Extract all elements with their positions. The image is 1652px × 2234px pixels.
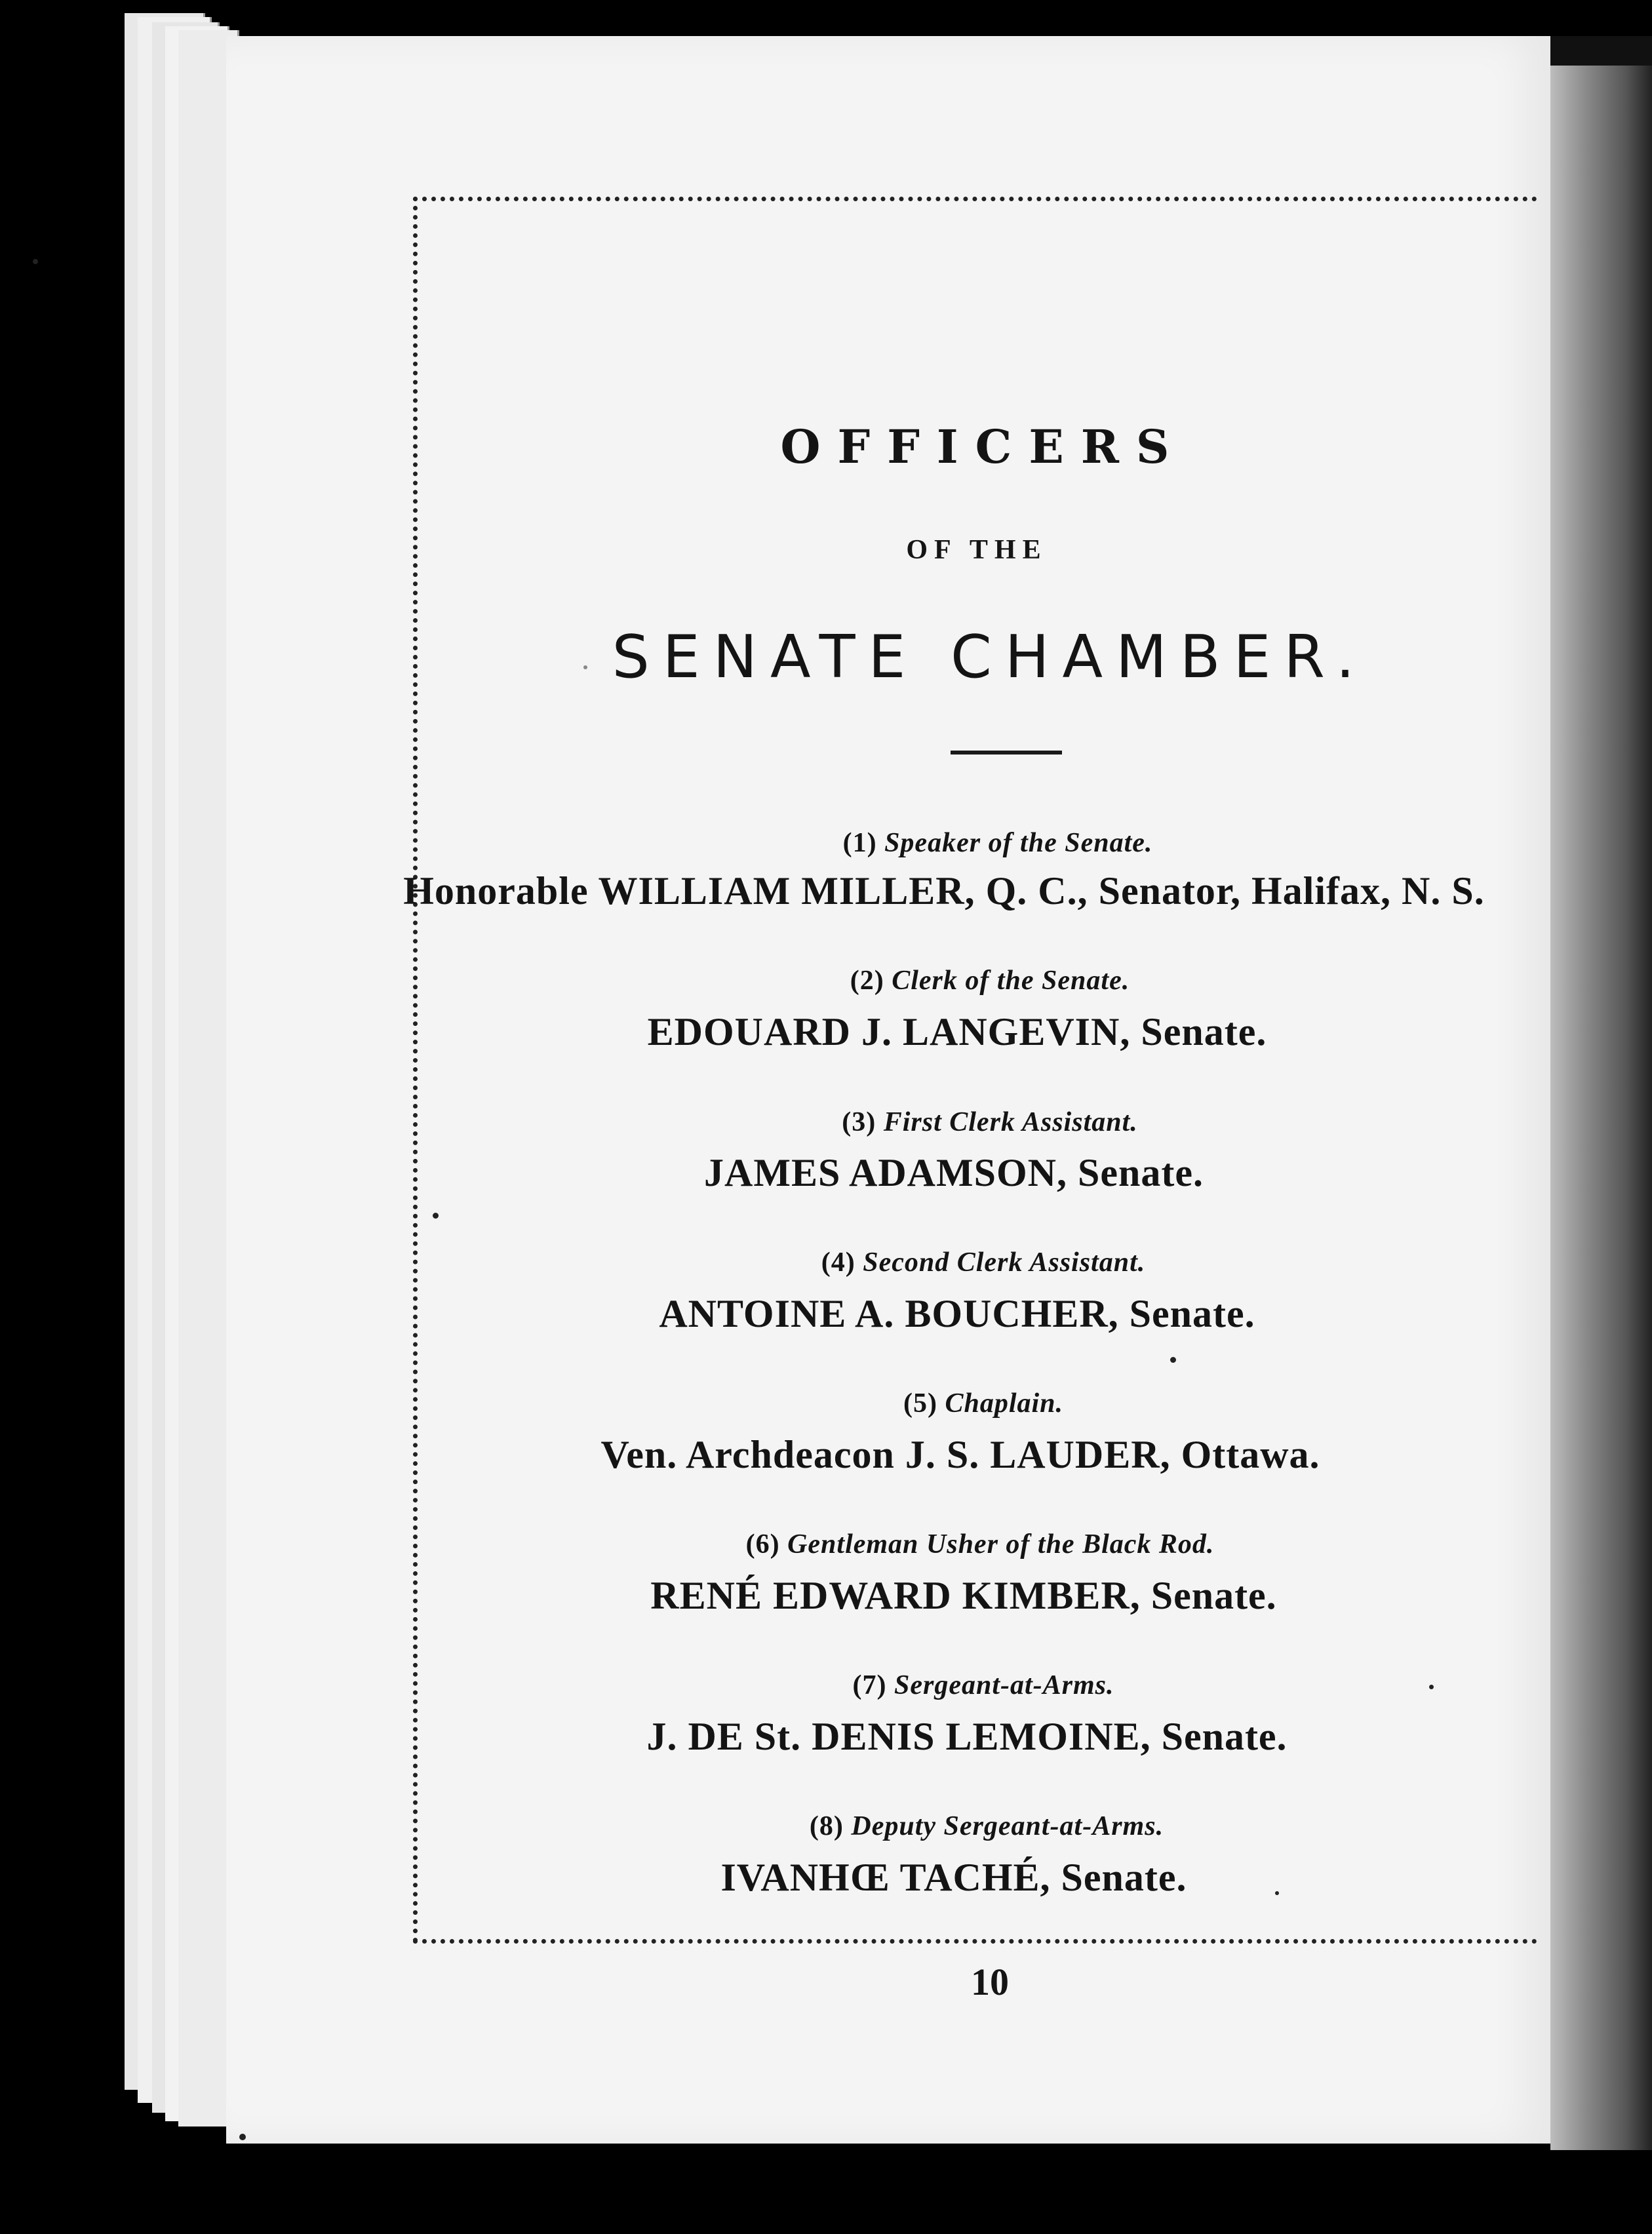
- officer-role-label: Clerk of the Senate.: [892, 966, 1130, 996]
- officer-number: (6): [745, 1529, 780, 1559]
- officer-name: ANTOINE A. BOUCHER, Senate.: [659, 1292, 1255, 1335]
- scan-speck: [1275, 1891, 1279, 1895]
- officer-role: [403, 1811, 1570, 1842]
- officer-role: [414, 827, 1581, 859]
- officer-role-label: Chaplain.: [945, 1388, 1064, 1419]
- officer-role: [400, 1388, 1567, 1419]
- subheading-of-the: OF THE: [906, 535, 1048, 565]
- officer-role: [406, 965, 1573, 996]
- officer-number: (4): [821, 1247, 856, 1278]
- scan-speck: [583, 665, 587, 669]
- officer-role-label: Sergeant-at-Arms.: [894, 1670, 1114, 1700]
- officer-role: [400, 1247, 1567, 1278]
- officer-number: (5): [903, 1388, 937, 1419]
- officer-role: [400, 1670, 1567, 1701]
- scan-speck: [433, 1213, 439, 1219]
- officer-role: [397, 1529, 1564, 1560]
- officer-name: EDOUARD J. LANGEVIN, Senate.: [647, 1010, 1267, 1053]
- heading-senate-chamber: SENATE CHAMBER.: [612, 623, 1368, 692]
- officer-role: [406, 1107, 1573, 1138]
- officer-role-label: Speaker of the Senate.: [884, 828, 1153, 858]
- officer-number: (2): [850, 966, 884, 996]
- officer-number: (7): [852, 1670, 887, 1700]
- divider-rule: [951, 751, 1062, 754]
- officer-name: IVANHŒ TACHÉ, Senate.: [720, 1856, 1187, 1899]
- officer-name: Ven. Archdeacon J. S. LAUDER, Ottawa.: [600, 1433, 1320, 1476]
- officer-number: (8): [809, 1811, 844, 1841]
- page-number: 10: [971, 1961, 1009, 2003]
- officer-name: RENÉ EDWARD KIMBER, Senate.: [650, 1574, 1277, 1617]
- officer-name: J. DE St. DENIS LEMOINE, Senate.: [646, 1715, 1288, 1758]
- heading-officers: OFFICERS: [780, 420, 1187, 474]
- officer-name: JAMES ADAMSON, Senate.: [703, 1151, 1204, 1194]
- scan-speck: [33, 259, 38, 264]
- scan-speck: [239, 2134, 246, 2140]
- scan-speck: [1170, 1357, 1176, 1363]
- officer-role-label: Deputy Sergeant-at-Arms.: [851, 1811, 1164, 1841]
- officer-role-label: First Clerk Assistant.: [883, 1107, 1138, 1137]
- scan-speck: [1429, 1685, 1434, 1689]
- officer-role-label: Gentleman Usher of the Black Rod.: [787, 1529, 1215, 1559]
- officer-name: Honorable WILLIAM MILLER, Q. C., Senator, Halifax, N. S.: [403, 869, 1485, 912]
- officer-number: (3): [842, 1107, 876, 1137]
- officer-number: (1): [842, 828, 877, 858]
- officer-role-label: Second Clerk Assistant.: [863, 1247, 1146, 1278]
